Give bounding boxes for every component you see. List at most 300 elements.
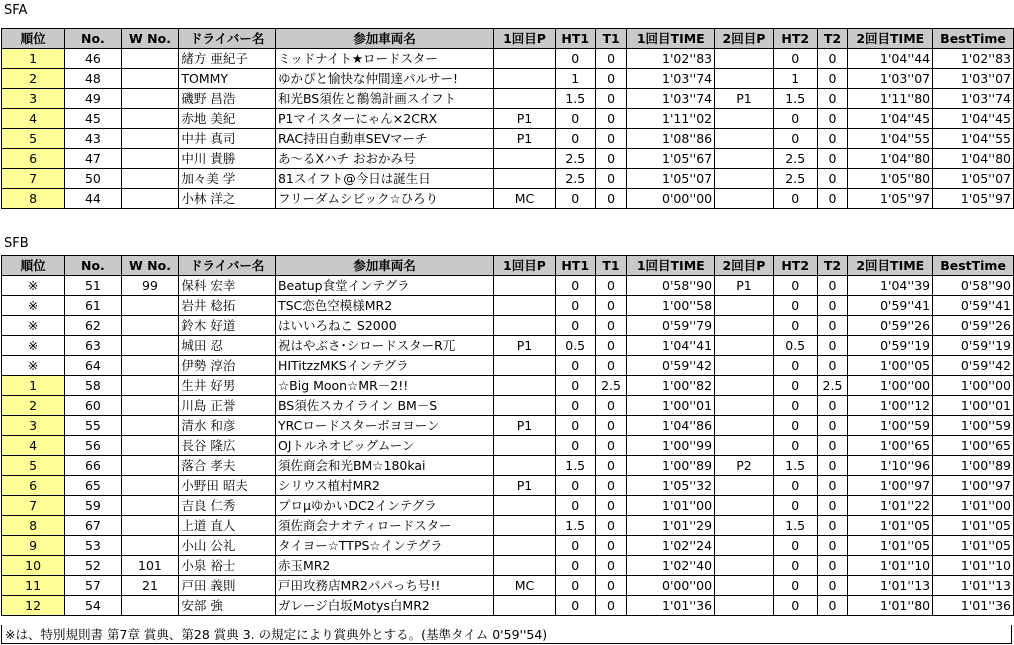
rank-cell: 1 — [2, 376, 65, 396]
t2-cell: 0 — [817, 296, 848, 316]
rank-cell: 10 — [2, 556, 65, 576]
ht1-cell: 0 — [555, 476, 595, 496]
p2-cell — [715, 376, 774, 396]
p1-cell: P1 — [494, 476, 556, 496]
car-cell: P1マイスターにゃん×2CRX — [275, 109, 493, 129]
p2-cell — [715, 396, 774, 416]
t2-cell: 0 — [817, 316, 848, 336]
ht2-cell: 0 — [773, 416, 817, 436]
t2-cell: 0 — [817, 556, 848, 576]
car-cell: 和光BS須佐と鶺鴒計画スイフト — [275, 89, 493, 109]
column-header: ドライバー名 — [179, 29, 276, 49]
driver-cell: 長谷 隆広 — [179, 436, 276, 456]
time1-cell: 1'05''32 — [627, 476, 715, 496]
ht2-cell: 0 — [773, 536, 817, 556]
no-cell: 67 — [65, 516, 121, 536]
time2-cell: 1'05''80 — [848, 169, 933, 189]
t2-cell: 0 — [817, 129, 848, 149]
wno-cell: 21 — [121, 576, 179, 596]
car-cell: 赤玉MR2 — [275, 556, 493, 576]
table-row — [2, 336, 1014, 356]
wno-cell — [121, 316, 179, 336]
t2-cell: 0 — [817, 396, 848, 416]
best-cell: 1'05''97 — [933, 189, 1014, 209]
t1-cell: 0 — [595, 276, 627, 296]
table-row — [2, 416, 1014, 436]
car-cell: Beatup食堂インテグラ — [275, 276, 493, 296]
driver-cell: 落合 孝夫 — [179, 456, 276, 476]
ht1-cell: 1 — [555, 69, 595, 89]
time2-cell: 1'01''13 — [848, 576, 933, 596]
t1-cell: 0 — [595, 536, 627, 556]
driver-cell: 緒方 亜紀子 — [179, 49, 276, 69]
wno-cell: 99 — [121, 276, 179, 296]
ht2-cell: 0 — [773, 436, 817, 456]
column-header: 参加車両名 — [275, 29, 493, 49]
p1-cell — [494, 149, 556, 169]
time1-cell: 1'11''02 — [627, 109, 715, 129]
rank-cell: 8 — [2, 189, 65, 209]
table-row — [2, 49, 1014, 69]
ht1-cell: 0 — [555, 109, 595, 129]
time1-cell: 1'01''00 — [627, 496, 715, 516]
time1-cell: 1'00''82 — [627, 376, 715, 396]
driver-cell: 磯野 昌浩 — [179, 89, 276, 109]
t1-cell: 0 — [595, 89, 627, 109]
t2-cell: 0 — [817, 496, 848, 516]
no-cell: 63 — [65, 336, 121, 356]
rank-cell: 7 — [2, 169, 65, 189]
car-cell: タイヨー☆TTPS☆インテグラ — [275, 536, 493, 556]
rank-cell: ※ — [2, 296, 65, 316]
no-cell: 45 — [65, 109, 121, 129]
ht1-cell: 0 — [555, 396, 595, 416]
best-cell: 1'03''07 — [933, 69, 1014, 89]
time1-cell: 1'05''07 — [627, 169, 715, 189]
no-cell: 52 — [65, 556, 121, 576]
best-cell: 1'00''59 — [933, 416, 1014, 436]
ht2-cell: 0 — [773, 396, 817, 416]
time2-cell: 1'01''10 — [848, 556, 933, 576]
time2-cell: 1'00''59 — [848, 416, 933, 436]
time2-cell: 1'03''07 — [848, 69, 933, 89]
rank-cell: 2 — [2, 396, 65, 416]
time2-cell: 1'04''44 — [848, 49, 933, 69]
car-cell: ガレージ白坂Motys白MR2 — [275, 596, 493, 616]
time1-cell: 1'00''99 — [627, 436, 715, 456]
time2-cell: 1'00''00 — [848, 376, 933, 396]
p1-cell — [494, 516, 556, 536]
column-header: 1回目P — [494, 29, 556, 49]
time1-cell: 0'59''79 — [627, 316, 715, 336]
wno-cell — [121, 536, 179, 556]
no-cell: 43 — [65, 129, 121, 149]
driver-cell: 小山 公礼 — [179, 536, 276, 556]
ht2-cell: 0 — [773, 496, 817, 516]
t1-cell: 0 — [595, 436, 627, 456]
p1-cell: P1 — [494, 109, 556, 129]
car-cell: プロμゆかいDC2インテグラ — [275, 496, 493, 516]
t2-cell: 2.5 — [817, 376, 848, 396]
best-cell: 1'04''45 — [933, 109, 1014, 129]
ht2-cell: 0 — [773, 276, 817, 296]
rank-cell: 2 — [2, 69, 65, 89]
p2-cell: P1 — [715, 276, 774, 296]
time1-cell: 1'02''83 — [627, 49, 715, 69]
car-cell: あ～るXハチ おおかみ号 — [275, 149, 493, 169]
best-cell: 1'03''74 — [933, 89, 1014, 109]
time2-cell: 0'59''26 — [848, 316, 933, 336]
table-row — [2, 149, 1014, 169]
column-header: 1回目P — [494, 256, 556, 276]
time1-cell: 0'00''00 — [627, 576, 715, 596]
no-cell: 56 — [65, 436, 121, 456]
p1-cell — [494, 596, 556, 616]
p1-cell — [494, 396, 556, 416]
driver-cell: 上道 直人 — [179, 516, 276, 536]
ht2-cell: 0 — [773, 376, 817, 396]
time1-cell: 1'02''40 — [627, 556, 715, 576]
car-cell: YRCロードスターボヨヨーン — [275, 416, 493, 436]
t2-cell: 0 — [817, 109, 848, 129]
ht2-cell: 0 — [773, 109, 817, 129]
column-header: 順位 — [2, 29, 65, 49]
table-row — [2, 596, 1014, 616]
time1-cell: 0'58''90 — [627, 276, 715, 296]
ht1-cell: 0 — [555, 376, 595, 396]
ht2-cell: 0 — [773, 576, 817, 596]
section-label-sfb: SFB — [4, 236, 29, 251]
ht1-cell: 0 — [555, 276, 595, 296]
rank-cell: 11 — [2, 576, 65, 596]
ht1-cell: 1.5 — [555, 89, 595, 109]
time2-cell: 1'04''80 — [848, 149, 933, 169]
best-cell: 0'59''26 — [933, 316, 1014, 336]
car-cell: ゆかぴと愉快な仲間達パルサー! — [275, 69, 493, 89]
time1-cell: 1'00''01 — [627, 396, 715, 416]
t1-cell: 0 — [595, 49, 627, 69]
rank-cell: ※ — [2, 356, 65, 376]
p1-cell — [494, 89, 556, 109]
no-cell: 65 — [65, 476, 121, 496]
t2-cell: 0 — [817, 596, 848, 616]
wno-cell — [121, 436, 179, 456]
p2-cell — [715, 416, 774, 436]
p2-cell — [715, 149, 774, 169]
best-cell: 0'59''41 — [933, 296, 1014, 316]
time2-cell: 1'05''97 — [848, 189, 933, 209]
best-cell: 1'00''00 — [933, 376, 1014, 396]
best-cell: 1'05''07 — [933, 169, 1014, 189]
p2-cell — [715, 476, 774, 496]
best-cell: 0'59''42 — [933, 356, 1014, 376]
wno-cell — [121, 416, 179, 436]
no-cell: 44 — [65, 189, 121, 209]
time1-cell: 1'08''86 — [627, 129, 715, 149]
sfb-results-table — [1, 255, 1014, 616]
t1-cell: 0 — [595, 109, 627, 129]
driver-cell: 中井 真司 — [179, 129, 276, 149]
time1-cell: 1'00''89 — [627, 456, 715, 476]
time1-cell: 1'03''74 — [627, 89, 715, 109]
ht1-cell: 2.5 — [555, 169, 595, 189]
p2-cell — [715, 129, 774, 149]
car-cell: 81スイフト@今日は誕生日 — [275, 169, 493, 189]
t1-cell: 0 — [595, 296, 627, 316]
best-cell: 1'04''55 — [933, 129, 1014, 149]
column-header: BestTime — [933, 256, 1014, 276]
time1-cell: 0'59''42 — [627, 356, 715, 376]
no-cell: 51 — [65, 276, 121, 296]
wno-cell — [121, 169, 179, 189]
wno-cell — [121, 109, 179, 129]
column-header: HT2 — [773, 29, 817, 49]
p2-cell — [715, 496, 774, 516]
time1-cell: 1'01''29 — [627, 516, 715, 536]
wno-cell — [121, 89, 179, 109]
car-cell: フリーダムシビック☆ひろり — [275, 189, 493, 209]
table-row — [2, 456, 1014, 476]
rank-cell: ※ — [2, 316, 65, 336]
table-row — [2, 69, 1014, 89]
t1-cell: 0 — [595, 596, 627, 616]
column-header: T1 — [595, 29, 627, 49]
no-cell: 50 — [65, 169, 121, 189]
time1-cell: 0'00''00 — [627, 189, 715, 209]
t2-cell: 0 — [817, 169, 848, 189]
t1-cell: 0 — [595, 496, 627, 516]
t2-cell: 0 — [817, 416, 848, 436]
column-header: No. — [65, 29, 121, 49]
ht2-cell: 0 — [773, 356, 817, 376]
ht2-cell: 2.5 — [773, 169, 817, 189]
car-cell: はいいろねこ S2000 — [275, 316, 493, 336]
column-header: 2回目P — [715, 29, 774, 49]
t2-cell: 0 — [817, 436, 848, 456]
column-header: T2 — [817, 256, 848, 276]
p2-cell — [715, 169, 774, 189]
ht1-cell: 0 — [555, 556, 595, 576]
table-row — [2, 169, 1014, 189]
t2-cell: 0 — [817, 536, 848, 556]
ht1-cell: 0 — [555, 49, 595, 69]
ht1-cell: 0 — [555, 596, 595, 616]
ht1-cell: 0 — [555, 576, 595, 596]
rank-cell: 8 — [2, 516, 65, 536]
ht1-cell: 0 — [555, 356, 595, 376]
t1-cell: 0 — [595, 456, 627, 476]
p2-cell — [715, 596, 774, 616]
no-cell: 55 — [65, 416, 121, 436]
ht2-cell: 0 — [773, 49, 817, 69]
p2-cell — [715, 109, 774, 129]
time2-cell: 0'59''41 — [848, 296, 933, 316]
p2-cell — [715, 436, 774, 456]
rank-cell: 6 — [2, 149, 65, 169]
t1-cell: 0 — [595, 149, 627, 169]
p2-cell — [715, 536, 774, 556]
rank-cell: 9 — [2, 536, 65, 556]
t1-cell: 0 — [595, 336, 627, 356]
column-header: 1回目TIME — [627, 256, 715, 276]
no-cell: 57 — [65, 576, 121, 596]
p1-cell — [494, 356, 556, 376]
time2-cell: 1'10''96 — [848, 456, 933, 476]
p1-cell — [494, 296, 556, 316]
wno-cell — [121, 129, 179, 149]
rank-cell: 12 — [2, 596, 65, 616]
driver-cell: 小泉 裕士 — [179, 556, 276, 576]
rank-cell: 1 — [2, 49, 65, 69]
table-row — [2, 476, 1014, 496]
table-row — [2, 576, 1014, 596]
table-row — [2, 556, 1014, 576]
wno-cell — [121, 296, 179, 316]
no-cell: 58 — [65, 376, 121, 396]
best-cell: 1'01''00 — [933, 496, 1014, 516]
column-header: HT2 — [773, 256, 817, 276]
time2-cell: 1'04''45 — [848, 109, 933, 129]
wno-cell — [121, 376, 179, 396]
t2-cell: 0 — [817, 516, 848, 536]
best-cell: 0'58''90 — [933, 276, 1014, 296]
car-cell: 須佐商会ナオティロードスター — [275, 516, 493, 536]
time2-cell: 1'00''05 — [848, 356, 933, 376]
driver-cell: 安部 強 — [179, 596, 276, 616]
time1-cell: 1'01''36 — [627, 596, 715, 616]
column-header: BestTime — [933, 29, 1014, 49]
best-cell: 1'01''05 — [933, 516, 1014, 536]
no-cell: 61 — [65, 296, 121, 316]
p1-cell: MC — [494, 189, 556, 209]
best-cell: 0'59''19 — [933, 336, 1014, 356]
p1-cell: MC — [494, 576, 556, 596]
time1-cell: 1'02''24 — [627, 536, 715, 556]
t2-cell: 0 — [817, 576, 848, 596]
table-row — [2, 276, 1014, 296]
p1-cell: P1 — [494, 416, 556, 436]
driver-cell: 城田 忍 — [179, 336, 276, 356]
best-cell: 1'00''97 — [933, 476, 1014, 496]
wno-cell — [121, 496, 179, 516]
header-row — [2, 256, 1014, 276]
driver-cell: 吉良 仁秀 — [179, 496, 276, 516]
p1-cell — [494, 69, 556, 89]
wno-cell — [121, 149, 179, 169]
car-cell: RAC持田自動車SEVマーチ — [275, 129, 493, 149]
ht1-cell: 2.5 — [555, 149, 595, 169]
ht2-cell: 0 — [773, 476, 817, 496]
p1-cell — [494, 49, 556, 69]
rank-cell: 4 — [2, 436, 65, 456]
t1-cell: 0 — [595, 396, 627, 416]
no-cell: 66 — [65, 456, 121, 476]
p1-cell: P1 — [494, 336, 556, 356]
rank-cell: 3 — [2, 416, 65, 436]
ht1-cell: 0 — [555, 316, 595, 336]
wno-cell — [121, 336, 179, 356]
ht2-cell: 0 — [773, 596, 817, 616]
ht1-cell: 0 — [555, 129, 595, 149]
no-cell: 62 — [65, 316, 121, 336]
p2-cell — [715, 516, 774, 536]
ht1-cell: 0.5 — [555, 336, 595, 356]
p2-cell — [715, 576, 774, 596]
car-cell: 戸田攻務店MR2パパっち号!! — [275, 576, 493, 596]
time1-cell: 1'00''58 — [627, 296, 715, 316]
ht2-cell: 0 — [773, 189, 817, 209]
p1-cell — [494, 536, 556, 556]
time2-cell: 1'01''05 — [848, 536, 933, 556]
driver-cell: 赤地 美紀 — [179, 109, 276, 129]
p2-cell — [715, 69, 774, 89]
column-header: ドライバー名 — [179, 256, 276, 276]
t2-cell: 0 — [817, 189, 848, 209]
time1-cell: 1'03''74 — [627, 69, 715, 89]
car-cell: OJトルネオビッグムーン — [275, 436, 493, 456]
best-cell: 1'01''13 — [933, 576, 1014, 596]
header-row — [2, 29, 1014, 49]
column-header: 順位 — [2, 256, 65, 276]
column-header: 2回目P — [715, 256, 774, 276]
wno-cell: 101 — [121, 556, 179, 576]
time1-cell: 1'04''41 — [627, 336, 715, 356]
ht2-cell: 1 — [773, 69, 817, 89]
driver-cell: 小林 洋之 — [179, 189, 276, 209]
ht1-cell: 0 — [555, 296, 595, 316]
t1-cell: 0 — [595, 189, 627, 209]
time2-cell: 1'00''12 — [848, 396, 933, 416]
driver-cell: TOMMY — [179, 69, 276, 89]
time2-cell: 1'01''05 — [848, 516, 933, 536]
t1-cell: 0 — [595, 516, 627, 536]
wno-cell — [121, 356, 179, 376]
ht2-cell: 2.5 — [773, 149, 817, 169]
wno-cell — [121, 49, 179, 69]
column-header: 1回目TIME — [627, 29, 715, 49]
time2-cell: 1'04''39 — [848, 276, 933, 296]
p1-cell — [494, 496, 556, 516]
time2-cell: 1'01''80 — [848, 596, 933, 616]
best-cell: 1'04''80 — [933, 149, 1014, 169]
column-header: 2回目TIME — [848, 256, 933, 276]
table-row — [2, 316, 1014, 336]
p1-cell — [494, 169, 556, 189]
column-header: T1 — [595, 256, 627, 276]
ht1-cell: 0 — [555, 189, 595, 209]
driver-cell: 川島 正誉 — [179, 396, 276, 416]
no-cell: 53 — [65, 536, 121, 556]
column-header: 2回目TIME — [848, 29, 933, 49]
t2-cell: 0 — [817, 276, 848, 296]
wno-cell — [121, 516, 179, 536]
best-cell: 1'01''05 — [933, 536, 1014, 556]
driver-cell: 鈴木 好道 — [179, 316, 276, 336]
best-cell: 1'00''01 — [933, 396, 1014, 416]
ht1-cell: 0 — [555, 416, 595, 436]
no-cell: 59 — [65, 496, 121, 516]
wno-cell — [121, 189, 179, 209]
driver-cell: 加々美 学 — [179, 169, 276, 189]
p1-cell — [494, 556, 556, 576]
t1-cell: 2.5 — [595, 376, 627, 396]
ht2-cell: 0 — [773, 296, 817, 316]
p2-cell — [715, 316, 774, 336]
t1-cell: 0 — [595, 356, 627, 376]
t2-cell: 0 — [817, 336, 848, 356]
rank-cell: 7 — [2, 496, 65, 516]
wno-cell — [121, 456, 179, 476]
